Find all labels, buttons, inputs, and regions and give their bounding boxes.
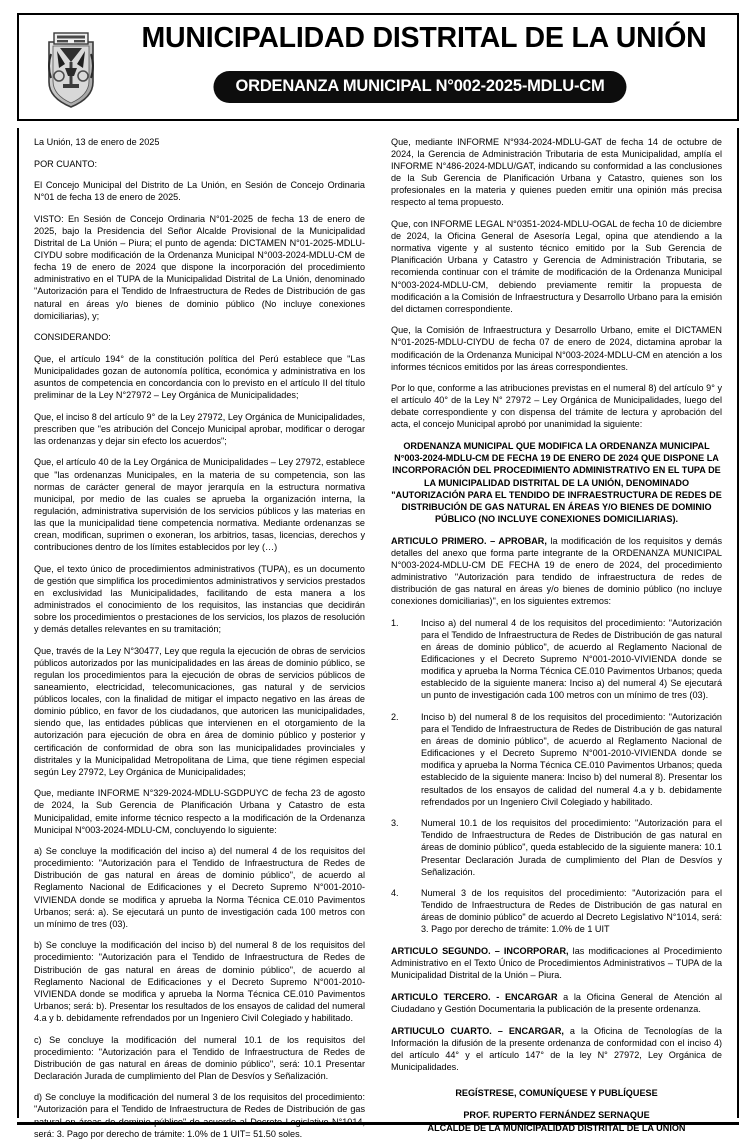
articulo-primero xyxy=(391,535,722,608)
informe-gat-paragraph: Que, mediante INFORME N°934-2024-MDLU-GAT de fecha 14 de octubre de 2024, la Gerencia de Administración Tributaria de esta Municipalidad, amplía el INFORME N°486-2024-MDLU/GAT, indicando su conformidad a las conclusiones de la Sub Gerencia de Planificación Urbana y Catastro, quienes son los profesionales en la materia y quienes pueden emitir una opinión más precisa respecto al tema propuesto. xyxy=(391,137,722,208)
signer-name: PROF. RUPERTO FERNÁNDEZ SERNAQUE xyxy=(463,1110,650,1121)
list-item xyxy=(391,711,722,808)
list-item-number: 1. xyxy=(391,617,399,628)
articulo-tercero-label: ARTICULO TERCERO. - ENCARGAR xyxy=(391,991,558,1002)
por-cuanto-label: POR CUANTO: xyxy=(34,158,97,169)
visto-paragraph: VISTO: En Sesión de Concejo Ordinaria N°01-2025 de fecha 13 de enero de 2025, bajo la Presidencia del Señor Alcalde Provisional de la Municipalidad Distrital de La Unión – Piura; el punto de agenda: DICTAMEN N°01-2025-MDLU-CIYDU sobre modificación de la Ordenanza Municipal N°003-2024-MDLU-CM de fecha 19 de enero de 2024 que dispone la incorporación del procedimiento administrativo en el TUPA de la Municipalidad Distrital de La Unión, denominado "Autorización para el Tendido de Infraestructura de Redes de Distribución de gas natural en áreas y/o bienes de dominio público (No incluye conexiones domiciliarias), y; xyxy=(34,213,365,321)
ordinance-heading: ORDENANZA MUNICIPAL QUE MODIFICA LA ORDENANZA MUNICIPAL N°003-2024-MDLU-CM DE FECHA 19 DE ENERO DE 2024 QUE DISPONE LA INCORPORACIÓN DEL PROCEDIMIENTO ADMINISTRATIVO EN EL TUPA DE LA MUNICIPALIDAD DISTRITAL DE LA UNIÓN, DENOMINADO "AUTORIZACIÓN PARA EL TENDIDO DE INFRAESTRUCTURA DE REDES DE DISTRIBUCIÓN DE GAS NATURAL EN ÁREAS Y/O BIENES DE DOMINIO PÚBLICO (NO INCLUYE CONEXIONES DOMICILIARIAS). xyxy=(391,441,722,525)
considerando-paragraph-5: Que, través de la Ley N°30477, Ley que regula la ejecución de obras de servicios públicos autorizados por las municipalidades en las áreas de dominio público, se regulan los procedimientos para la ejecución de obras de servicios públicos de saneamiento, electricidad, telecomunicaciones, gas natural y de servicios públicos locales, con la finalidad de mitigar el impacto negativo en las áreas de dominio público, en favor de los ciudadanos, que autoricen las municipalidades, siendo que, las entidades públicas que intervienen en el otorgamiento de la autorización para ejecución de obra en área de dominio público y posterior y certificación de conformidad de obra son las municipalidades provinciales y distritales y la Municipalidad Metropolitana de Lima, que tiene régimen especial según Ley 27972, Ley Orgánica de Municipalidades; xyxy=(34,645,365,777)
considerando-paragraph-3: Que, el artículo 40 de la Ley Orgánica de Municipalidades – Ley 27972, establece que "las ordenanzas Municipales, en la materia de su competencia, son las normas de carácter general de mayor jerarquía en la estructura normativa municipal, por medio de las cuales se aprueba la organización interna, la regulación, administrativa supervisión de los servicios públicos y las materias en las que la municipalidad tiene competencia normativa. Mediante ordenanzas se crean, modifican, suprimen o exoneran, los arbitrios, tasas, licencias, derechos y contribuciones dentro de los límites establecidos por ley (…) xyxy=(34,457,365,553)
articulo-primero-label: ARTICULO PRIMERO. – APROBAR, xyxy=(391,535,547,546)
considerando-paragraph-4: Que, el texto único de procedimientos administrativos (TUPA), es un documento de gestión que simplifica los procedimientos administrativos y servicios prestados en exclusividad las Municipalidades, facilitando de esta manera a los administrados el conocimiento de los requisitos, las instancias que decidirán sobre los procedimientos o prestaciones de los servicios, los plazos de resolución y demás detalles relevantes en su tramitación; xyxy=(34,563,365,635)
list-item-number: 3. xyxy=(391,818,399,829)
right-column xyxy=(378,128,737,1134)
articulo-segundo-text: las modificaciones al Procedimiento Administrativo en el Texto Único de Procedimientos Administrativos – TUPA de la Municipalidad Distrital de la Unión – Piura. xyxy=(391,946,722,981)
conclusion-item-c: c) Se concluye la modificación del numeral 10.1 de los requisitos del procedimiento: "Autorización para el Tendido de Infraestructura de Redes de Distribución de gas natural en áreas de dominio público", será: 10.1 Presentar Declaración Jurada de cumplimiento del Plan de Desvíos y Señalización. xyxy=(34,1034,365,1081)
dictamen-paragraph: Que, la Comisión de Infraestructura y Desarrollo Urbano, emite el DICTAMEN N°01-2025-MDLU-CIYDU de fecha 07 de enero de 2024, dictamina aprobar la modificación de la Ordenanza Municipal N°003-2024-MDLU-CM en atención a los informes técnicos emitidos por las áreas correspondientes. xyxy=(391,325,722,372)
list-item-text: Numeral 10.1 de los requisitos del procedimiento: "Autorización para el Tendido de Infraestructura de Redes de Distribución de gas natural en áreas de dominio público", queda establecido de la siguiente manera: 10.1 Presentar Declaración Jurada de cumplimiento del Plan de Desvíos y Señalización. xyxy=(421,818,722,877)
atribuciones-paragraph: Por lo que, conforme a las atribuciones previstas en el numeral 8) del artículo 9° y el artículo 40° de la Ley N° 27972 – Ley Orgánica de Municipalidades, luego del debate correspondiente y con dispensa del trámite de lectura y aprobación del acta, el concejo Municipal aprobó por unanimidad la siguiente: xyxy=(391,383,722,430)
list-item-text: Inciso a) del numeral 4 de los requisitos del procedimiento: "Autorización para el Tendido de Infraestructura de Redes de Distribución de gas natural en áreas de dominio público", de acuerdo al Reglamento Nacional de Edificaciones y el Decreto Supremo N°001-2010-VIVIENDA donde se modifica y aprueba la Norma Técnica CE.010 Pavimentos Urbanos; queda establecido de la siguiente manera: Inciso a) del numeral 4) Se ejecutará un punto de investigación cada 100 metros con un mínimo de tres (03). xyxy=(421,617,722,701)
modification-items-list xyxy=(391,617,722,936)
place-and-date: La Unión, 13 de enero de 2025 xyxy=(34,137,160,147)
municipal-coat-of-arms-icon xyxy=(41,24,101,110)
document-body xyxy=(17,128,739,1139)
articulo-segundo xyxy=(391,945,722,981)
articulo-cuarto xyxy=(391,1025,722,1073)
ordinance-number-badge: ORDENANZA MUNICIPAL N°002-2025-MDLU-CM xyxy=(213,71,626,103)
list-item-text: Inciso b) del numeral 8 de los requisitos del procedimiento: "Autorización para el Tendido de Infraestructura de Redes de Distribución de gas natural en áreas de dominio público", de acuerdo al Reglamento Nacional de Edificaciones y el Decreto Supremo N°001-2010-VIVIENDA donde se modifica y aprueba la Norma Técnica CE.010 Pavimentos Urbanos; queda establecido de la siguiente manera: Inciso b) del numeral 8). Presentar los resultados de los ensayos de calidad del numeral 4.a y b. debidamente refrendados por un Ingeniero Civil Colegiado y habilitado. xyxy=(421,711,722,807)
articulo-cuarto-text: a la Oficina de Tecnologías de la Información la difusión de la presente ordenanza de conformidad con el inciso 4) del artículo 44° y el artículo 147° de la ley N° 27972, Ley Orgánica de Municipalidades. xyxy=(391,1025,722,1072)
considerando-paragraph-2: Que, el inciso 8 del artículo 9° de la Ley 27972, Ley Orgánica de Municipalidades, prescriben que "es atribución del Concejo Municipal aprobar, modificar o derogar las ordenanzas y dejar sin efecto los acuerdos"; xyxy=(34,411,365,446)
list-item xyxy=(391,817,722,877)
signature-block xyxy=(391,1087,722,1136)
closing-formula: REGÍSTRESE, COMUNÍQUESE Y PUBLÍQUESE xyxy=(455,1087,658,1098)
conclusion-item-b: b) Se concluye la modificación del inciso b) del numeral 8 de los requisitos del procedimiento: "Autorización para el Tendido de Infraestructura de Redes de Distribución de gas natural en áreas de dominio público", de acuerdo al Reglamento Nacional de Edificaciones y el Decreto Supremo N°001-2010-VIVIENDA donde se modifica y aprueba la Norma Técnica CE.010 Pavimentos Urbanos; será: b). Presentar los resultados de los ensayos de calidad del numeral 4.a y b. debidamente refrendados por un Ingeniero Civil Colegiado y habilitado. xyxy=(34,940,365,1023)
list-item xyxy=(391,887,722,935)
articulo-tercero-text: a la Oficina General de Atención al Ciudadano y Gestión Documentaria la publicación de la presente ordenanza. xyxy=(391,991,722,1014)
council-session-line: El Concejo Municipal del Distrito de La Unión, en Sesión de Concejo Ordinaria N°01 de fecha 13 de enero de 2025. xyxy=(34,180,365,203)
left-column xyxy=(19,128,378,1139)
list-item-text: Numeral 3 de los requisitos del procedimiento: "Autorización para el Tendido de Infraestructura de Redes de Distribución de gas natural en áreas de dominio público" de acuerdo al Decreto Legislativo N°1014, será: 3. Pago por derecho de trámite: 1.0% de 1 UIT xyxy=(421,888,722,935)
list-item-number: 2. xyxy=(391,711,399,722)
bottom-rule-divider xyxy=(17,1122,739,1125)
considerando-paragraph-1: Que, el artículo 194° de la constitución política del Perú establece que "Las Municipalidades gozan de autonomía política, económica y administrativa en los asuntos de competencia en concordancia con lo previsto en el artículo II del título preliminar de la Ley N°27972 – Ley Orgánica de Municipalidades; xyxy=(34,353,365,401)
articulo-tercero xyxy=(391,991,722,1015)
list-item-number: 4. xyxy=(391,888,399,899)
articulo-primero-text: la modificación de los requisitos y demás detalles del anexo que forma parte integrante de la ORDENANZA MUNICIPAL N°003-2024-MDLU-CM DE FECHA 19 de enero de 2024, del procedimiento administrativo "Autorización para tendido de infraestructura de redes de distribución de gas natural en áreas y/o bienes de dominio público (no incluye conexiones domiciliarias)", en los siguientes extremos: xyxy=(391,535,723,607)
articulo-cuarto-label: ARTIUCULO CUARTO. – ENCARGAR, xyxy=(391,1025,564,1036)
considerando-label: CONSIDERANDO: xyxy=(34,332,111,343)
conclusion-item-d: d) Se concluye la modificación del numeral 3 de los requisitos del procedimiento: "Autorización para el Tendido de Infraestructura de Redes de Distribución de gas natural en áreas de dominio público" de acuerdo al Decreto Legislativo N°1014, será: 3. Pago por derecho de trámite: 1.0% de 1 UIT= 51.50 soles. xyxy=(34,1092,365,1139)
list-item xyxy=(391,617,722,702)
page-title: MUNICIPALIDAD DISTRITAL DE LA UNIÓN xyxy=(141,22,707,54)
document-header xyxy=(17,13,739,121)
signer-title: ALCALDE DE LA MUNICIPALIDAD DISTRITAL DE LA UNIÓN xyxy=(427,1123,686,1134)
articulo-segundo-label: ARTICULO SEGUNDO. – INCORPORAR, xyxy=(391,946,569,957)
considerando-paragraph-6: Que, mediante INFORME N°329-2024-MDLU-SGDPUYC de fecha 23 de agosto de 2024, la Sub Gerencia de Planificación Urbana y Catastro de esta Municipalidad, emite informe técnico respecto a la modificación de la Ordenanza Municipal N°003-2024-MDLU-CM, concluyendo lo siguiente: xyxy=(34,788,365,835)
informe-legal-paragraph: Que, con INFORME LEGAL N°0351-2024-MDLU-OGAL de fecha 10 de diciembre de 2024, la Oficina General de Asesoría Legal, opina que atendiendo a la normativa vigente y al sustento técnico emitido por la Sub Gerencia de Planificación Urbana y Catastro y Gerencia de Administración Tributaria, se recomienda continuar con el trámite de modificación de la Ordenanza Municipal N°003-2024-MDLU-CM, debiendo previamente remitir la propuesta de modificación a la Comisión de Infraestructura y Desarrollo Urbano para la emisión del dictamen correspondiente. xyxy=(391,219,722,314)
conclusion-item-a: a) Se concluye la modificación del inciso a) del numeral 4 de los requisitos del procedimiento: "Autorización para el Tendido de Infraestructura de Redes de Distribución de gas natural en áreas de dominio público", de acuerdo al Reglamento Nacional de Edificaciones y el Decreto Supremo N°001-2010-VIVIENDA donde se modifica y aprueba la Norma Técnica CE.010 Pavimentos Urbanos; será: a). Se ejecutará un punto de investigación cada 100 metros con un mínimo de tres (03). xyxy=(34,846,365,929)
